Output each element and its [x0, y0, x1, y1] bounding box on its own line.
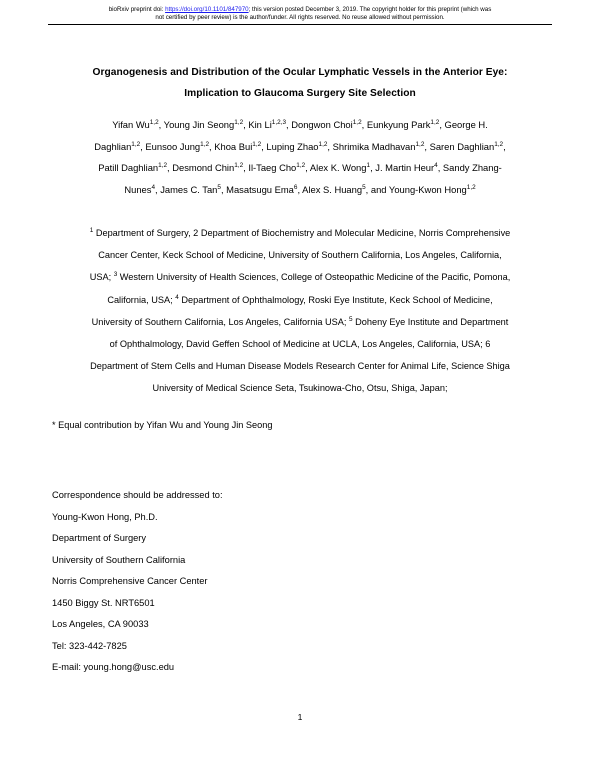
correspondence-university: University of Southern California: [52, 554, 186, 565]
correspondence-department: Department of Surgery: [52, 533, 147, 543]
affiliation-line-3: USA; $^3$ Western University of Health Sciences, College of Osteopathic Medicine of the Pacific, Pomona,: [89, 271, 511, 283]
author-line-1: Yifan Wu$^{1,2}$, Young Jin Seong$^{1,2}$, Kin Li$^{1,2,3}$, Dongwon Choi$^{1,2}$, Eunkyung Park$^{1,2}$, George H.: [112, 118, 488, 130]
preprint-banner: [48, 6, 552, 25]
correspondence-intro: Correspondence should be addressed to:: [52, 490, 223, 500]
correspondence-email: E-mail: young.hong@usc.edu: [52, 662, 175, 672]
affiliation-line-6: of Ophthalmology, David Geffen School of Medicine at UCLA, Los Angeles, California, USA; 6: [109, 339, 491, 350]
affiliation-line-1: $^1$ Department of Surgery, 2 Department of Biochemistry and Molecular Medicine, Norris Comprehensive: [89, 226, 511, 238]
correspondence-name: Young-Kwon Hong, Ph.D.: [52, 511, 158, 522]
affiliation-list: [52, 222, 548, 400]
correspondence-address: 1450 Biggy St. NRT6501: [52, 597, 155, 608]
banner-line-1: [48, 6, 552, 14]
affiliation-line-5: University of Southern California, Los Angeles, California USA; $^5$ Doheny Eye Institute and Department: [91, 315, 509, 327]
author-list: [52, 114, 548, 200]
banner-line-2: not certified by peer review) is the author/funder. All rights reserved. No reuse allowed without permission.: [155, 14, 445, 22]
affiliation-line-8: University of Medical Science Seta, Tsukinowa-Cho, Otsu, Shiga, Japan;: [152, 383, 448, 394]
title-line-1: Organogenesis and Distribution of the Ocular Lymphatic Vessels in the Anterior Eye:: [92, 67, 508, 78]
correspondence-tel: Tel: 323-442-7825: [52, 640, 127, 651]
author-line-3: Patill Daghlian$^{1,2}$, Desmond Chin$^{1,2}$, Il-Taeg Cho$^{1,2}$, Alex K. Wong$^1$, J. Martin Heur$^4$, Sandy Zhang-: [98, 161, 502, 173]
correspondence-city: Los Angeles, CA 90033: [52, 619, 149, 629]
banner-copyright-text: ; this version posted December 3, 2019. The copyright holder for this preprint (which was: [248, 6, 492, 13]
affiliation-line-4: California, USA; $^4$ Department of Ophthalmology, Roski Eye Institute, Keck School of Medicine,: [107, 293, 493, 305]
page-title: [60, 62, 540, 104]
correspondence-block: [52, 485, 472, 679]
doi-link[interactable]: https://doi.org/10.1101/847970: [165, 6, 249, 13]
affiliation-line-7: Department of Stem Cells and Human Disease Models Research Center for Animal Life, Science Shiga: [90, 361, 510, 372]
affiliation-line-2: Cancer Center, Keck School of Medicine, University of Southern California, Los Angeles, California,: [98, 250, 502, 261]
author-line-4: Nunes$^4$, James C. Tan$^5$, Masatsugu Ema$^6$, Alex S. Huang$^5$, and Young-Kwon Hong$^{1,2}$: [124, 183, 476, 195]
equal-contribution-note: * Equal contribution by Yifan Wu and Young Jin Seong: [52, 420, 273, 430]
correspondence-center: Norris Comprehensive Cancer Center: [52, 576, 208, 586]
author-line-2: Daghlian$^{1,2}$, Eunsoo Jung$^{1,2}$, Khoa Bui$^{1,2}$, Luping Zhao$^{1,2}$, Shrimika Madhavan$^{1,2}$, Saren Daghlian$^{1,2}$,: [94, 140, 506, 152]
banner-doi-prefix: bioRxiv preprint doi:: [108, 6, 166, 13]
banner-divider: [48, 24, 552, 25]
page-number: 1: [297, 712, 303, 722]
title-line-2: Implication to Glaucoma Surgery Site Selection: [184, 88, 416, 99]
